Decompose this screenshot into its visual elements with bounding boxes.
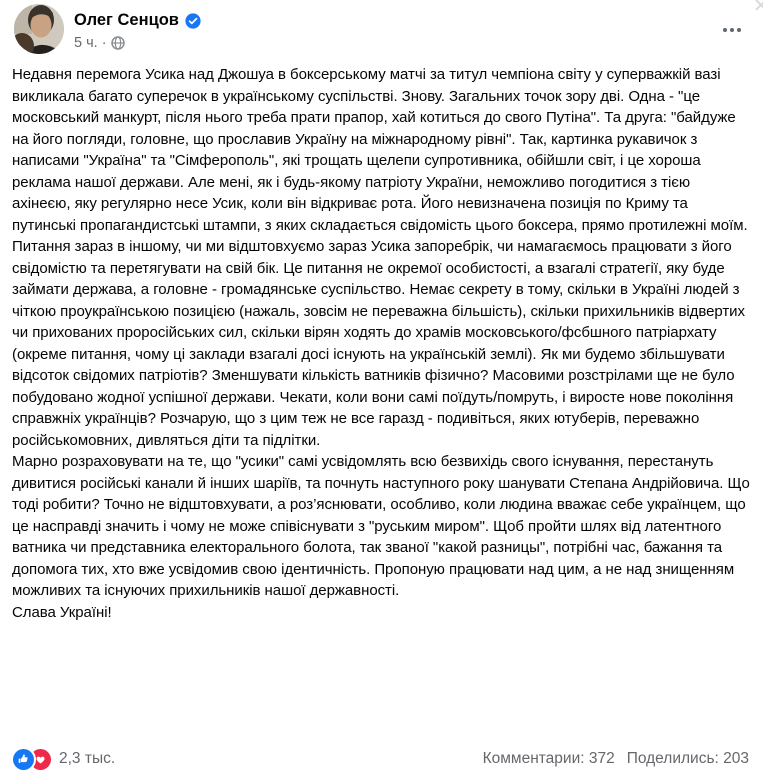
like-reaction-icon — [13, 749, 34, 770]
header-meta — [74, 4, 201, 51]
reactions-summary[interactable] — [13, 749, 115, 770]
reaction-count: 2,3 тыс. — [59, 750, 116, 767]
verified-badge-icon — [185, 13, 201, 29]
post-paragraph: Марно розраховувати на те, що "усики" самі усвідомлять всю безвихідь свого існування, перестануть дивитися російські канали й інших шаріїв, та почнуть наступного року шанувати Степана Андрійовича. Що тоді робити? Точно не відштовхувати, а роз’яснювати, особливо, коли людина вважає себе українцем, що це насправді значить і чому не може співіснувати з "руським миром". Щоб пройти шлях від латентного ватника чи представника електорального болота, так званої "какой разницы", потрібні час, бажання та допомога тих, хто вже усвідомив свою ідентичність. Пропоную працювати над цим, а не над знищенням можливих та існуючих прихильників нашої державності. — [12, 453, 750, 599]
globe-icon — [111, 36, 125, 50]
dot — [723, 28, 727, 32]
comments-count[interactable]: Комментарии: 372 — [482, 750, 615, 767]
avatar-photo — [14, 4, 64, 54]
post-text — [0, 54, 763, 623]
engagement-bar — [13, 747, 749, 771]
more-options-button[interactable] — [721, 22, 743, 38]
post-paragraph: Недавня перемога Усика над Джошуа в боксерському матчі за титул чемпіона світу у суперважкій вазі викликала багато суперечок в українському суспільстві. Знову. Загальних точок зору дві. Одна - "це московський манкурт, після нього треба прати прапор, хай котиться до свого Путіна". Та друга: "байдуже на його погляди, головне, що прославив Україну на міжнародному рівні". Так, картинка рукавичок з написами "Україна" та "Сімферополь", які трощать щелепи супротивника, обійшли світ, і це хороша реклама нашої держави. Але мені, як і будь-якому патріоту України, неможливо погодитися з тією ахінеєю, яку регулярно несе Усик, коли він відкриває рота. Його невизначена позиція по Криму та путинські пропагандистські штампи, з яких складається свідомість цього боксера, прямо протилежні моїм. — [12, 66, 748, 234]
author-name[interactable]: Олег Сенцов — [74, 11, 179, 29]
post-paragraph: Питання зараз в іншому, чи ми відштовхуємо зараз Усика запоребрік, чи намагаємось працювати з його свідомістю та перетягувати на свій бік. Це питання не окремої особистості, а взагалі стратегії, яку буде займати держава, а головне - громадянське суспільство. Немає секрету в тому, скільки в Україні людей з чіткою проукраїнською позицією (нажаль, зовсім не переважна більшість), скільки прихильників відвертих чи прихованих проросійських сил, скільки вірян ходять до храмів московського/фсбшного патріархату (окреме питання, чому ці заклади взагалі досі існують на українській землі). Як ми будемо збільшувати відсоток свідомих патріотів? Зменшувати кількість ватників фізично? Масовими розстрілами ще не було побудовано жодної успішної держави. Чекати, коли вони самі поїдуть/помруть, і виросте нове покоління справжніх українців? Розчарую, що з цим теж не все гаразд - подивіться, яких ютуберів, переважно російськомовних, дивляться діти та підлітки. — [12, 238, 745, 449]
close-icon[interactable] — [753, 0, 763, 13]
meta-separator: · — [101, 34, 107, 51]
post-meta-row — [74, 35, 201, 51]
dot — [730, 28, 734, 32]
shares-count[interactable]: Поделились: 203 — [626, 750, 749, 767]
avatar[interactable] — [14, 4, 64, 54]
comments-shares-summary — [483, 750, 749, 768]
post-paragraph: Слава Україні! — [12, 603, 112, 621]
dot — [737, 28, 741, 32]
timestamp[interactable]: 5 ч. — [74, 34, 98, 51]
post-header — [0, 0, 763, 54]
